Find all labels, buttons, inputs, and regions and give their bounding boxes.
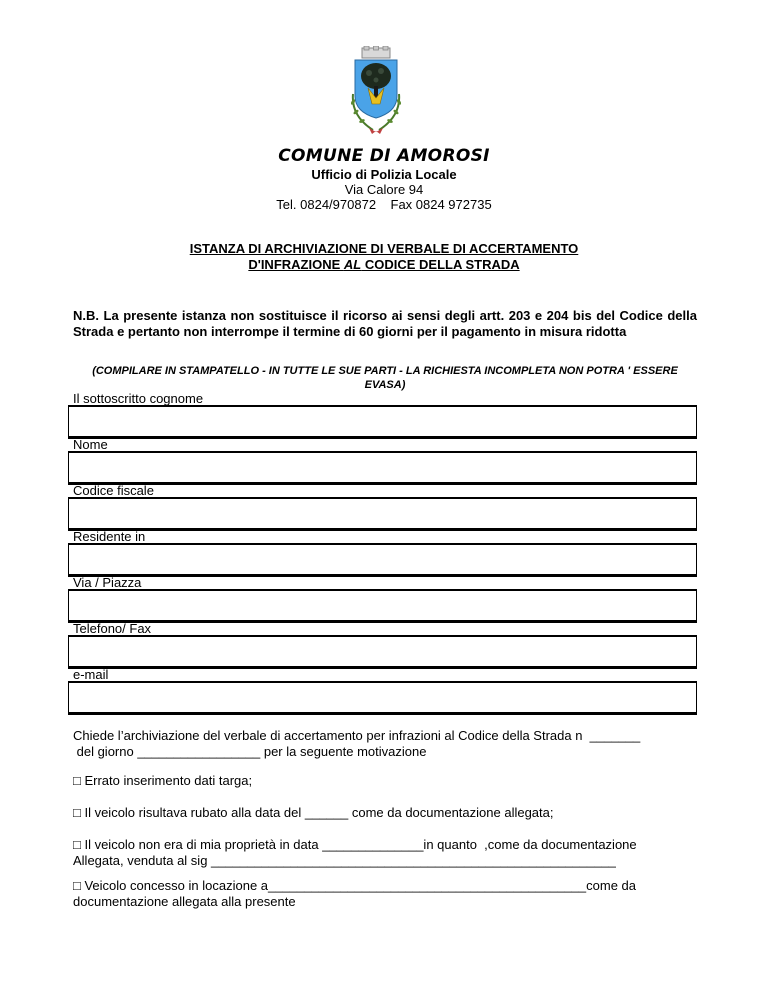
phone-fax-input[interactable] — [68, 636, 697, 667]
request-line-2: del giorno _________________ per la seguente motivazione — [73, 744, 427, 759]
disclaimer-note: N.B. La presente istanza non sostituisce il ricorso ai sensi degli artt. 203 e 204 bis del Codice della Strada e pertanto non interrompe il termine di 60 giorni per il pagamento in misura ridotta — [73, 308, 697, 339]
phone-fax-label: Telefono/ Fax — [73, 621, 152, 636]
name-label: Nome — [73, 437, 108, 452]
street-label: Via / Piazza — [73, 575, 142, 590]
email-input[interactable] — [68, 682, 697, 713]
office-contacts: Tel. 0824/970872 Fax 0824 972735 — [276, 197, 492, 212]
office-address: Via Calore 94 — [344, 182, 424, 197]
municipality-name: COMUNE DI AMOROSI — [278, 146, 490, 166]
document-title — [0, 241, 768, 273]
name-input[interactable] — [68, 452, 697, 483]
reason-not-owner-buyer: Allegata, venduta al sig ________________________________________________________ — [73, 853, 616, 868]
street-input[interactable] — [68, 590, 697, 621]
surname-label: Il sottoscritto cognome — [73, 391, 204, 406]
title-line-2: D'INFRAZIONE AL CODICE DELLA STRADA — [248, 257, 520, 272]
email-label: e-mail — [73, 667, 109, 682]
title-line-1: ISTANZA DI ARCHIVIAZIONE DI VERBALE DI ACCERTAMENTO — [189, 241, 579, 256]
request-line-1: Chiede l’archiviazione del verbale di accertamento per infrazioni al Codice della Strada n _______ — [73, 728, 641, 743]
fill-instructions: (COMPILARE IN STAMPATELLO - IN TUTTE LE SUE PARTI - LA RICHIESTA INCOMPLETA NON POTRA ' ESSERE EVASA) — [92, 365, 678, 391]
tax-code-label: Codice fiscale — [73, 483, 154, 498]
reason-not-owner[interactable]: □ Il veicolo non era di mia proprietà in data ______________in quanto ,come da documentazione — [73, 837, 637, 852]
title-emphasis: AL — [343, 257, 362, 272]
reason-stolen-vehicle[interactable]: □ Il veicolo risultava rubato alla data del ______ come da documentazione allegata; — [73, 805, 554, 820]
residence-label: Residente in — [73, 529, 146, 544]
surname-input[interactable] — [68, 406, 697, 437]
reason-rented-vehicle-doc: documentazione allegata alla presente — [73, 894, 296, 909]
tax-code-input[interactable] — [68, 498, 697, 529]
office-name: Ufficio di Polizia Locale — [311, 167, 457, 182]
reason-rented-vehicle[interactable]: □ Veicolo concesso in locazione a____________________________________________come da — [73, 878, 637, 893]
municipal-crest-emblem — [345, 46, 407, 134]
residence-input[interactable] — [68, 544, 697, 575]
reason-plate-error[interactable]: □ Errato inserimento dati targa; — [73, 773, 253, 788]
